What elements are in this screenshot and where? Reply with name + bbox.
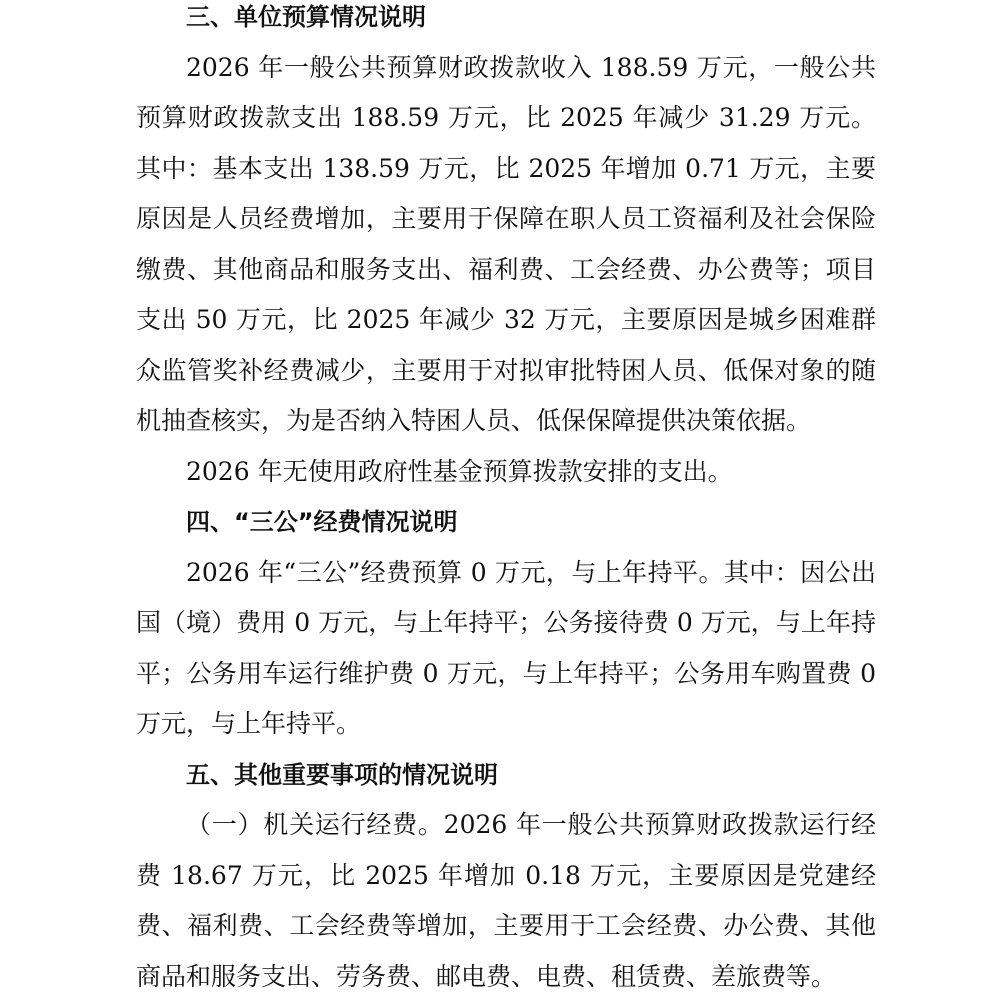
section-5-paragraph-1 — [136, 800, 876, 1002]
section-5-paragraph-1-body: 2026 年一般公共预算财政拨款运行经费 18.67 万元，比 2025 年增加 0.18 万元，主要原因是党建经费、福利费、工会经费等增加，主要用于工会经费、办公费、其他商品和服务支出、劳务费、邮电费、电费、租赁费、差旅费等。 — [136, 810, 876, 991]
document-page — [136, 0, 876, 1002]
section-3-paragraph-1: 2026 年一般公共预算财政拨款收入 188.59 万元，一般公共预算财政拨款支出 188.59 万元，比 2025 年减少 31.29 万元。其中：基本支出 138.59 万元，比 2025 年增加 0.71 万元，主要原因是人员经费增加，主要用于保障在职人员工资福利及社会保险缴费、其他商品和服务支出、福利费、工会经费、办公费等；项目支出 50 万元，比 2025 年减少 32 万元，主要原因是城乡困难群众监管奖补经费减少，主要用于对拟审批特困人员、低保对象的随机抽查核实，为是否纳入特困人员、低保保障提供决策依据。 — [136, 52, 876, 435]
section-4-paragraph-1: 2026 年“三公”经费预算 0 万元，与上年持平。其中：因公出国（境）费用 0 万元，与上年持平；公务接待费 0 万元，与上年持平；公务用车运行维护费 0 万元，与上年持平；公务用车购置费 0 万元，与上年持平。 — [136, 557, 876, 738]
section-4-heading: 四、“三公”经费情况说明 — [186, 508, 458, 536]
section-3-heading: 三、单位预算情况说明 — [186, 3, 426, 31]
section-5-heading: 五、其他重要事项的情况说明 — [186, 760, 498, 789]
section-3-paragraph-2: 2026 年无使用政府性基金预算拨款安排的支出。 — [186, 456, 733, 486]
section-5-paragraph-1-lead: （一）机关运行经费。 — [186, 810, 444, 839]
